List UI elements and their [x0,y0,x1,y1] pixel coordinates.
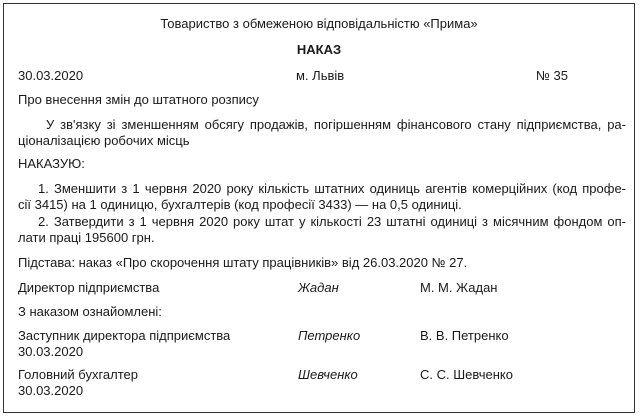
company-name: Товариство з обмеженою відповідальністю «Прима» [160,16,478,31]
director-signature: Жадан [298,280,339,295]
item-1-line-1: 1. Зменшити з 1 червня 2020 року кількість штатних одиниць агентів комерційних (код профе- [38,181,626,196]
signer-2-signature: Шевченко [298,367,358,382]
item-2-line-2: лати праці 195600 грн. [18,230,155,245]
order-city: м. Львів [296,68,345,83]
order-number: № 35 [536,68,569,83]
preamble-line-2: ціоналізацією робочих місць [18,133,190,148]
item-1-line-2: сії 3415) на 1 одиницю, бухгалтерів (код професії 3433) — на 0,5 одиниці. [18,197,462,212]
signer-1-name: В. В. Петренко [420,328,509,343]
document-title: НАКАЗ [296,42,342,57]
order-subject: Про внесення змін до штатного розпису [18,92,259,107]
signer-1-position: Заступник директора підприємства [18,328,231,343]
preamble-line-1: У зв'язку зі зменшенням обсягу продажів, погіршенням фінансового стану підприємства, ра- [46,117,626,132]
order-word: НАКАЗУЮ: [18,156,85,171]
director-name: М. М. Жадан [420,280,498,295]
signer-1-signature: Петренко [298,328,361,343]
acquainted-label: З наказом ознайомлені: [18,304,162,319]
signer-2-name: С. С. Шевченко [420,367,513,382]
order-document [3,3,635,413]
order-basis: Підстава: наказ «Про скорочення штату працівників» від 26.03.2020 № 27. [18,255,468,270]
item-2-line-1: 2. Затвердити з 1 червня 2020 року штат у кількості 23 штатні одиниці з місячним фондом оп- [38,214,626,229]
order-date: 30.03.2020 [18,68,84,83]
signer-2-date: 30.03.2020 [18,383,84,398]
signer-1-date: 30.03.2020 [18,344,84,359]
director-position: Директор підприємства [18,280,160,295]
signer-2-position: Головний бухгалтер [18,367,138,382]
